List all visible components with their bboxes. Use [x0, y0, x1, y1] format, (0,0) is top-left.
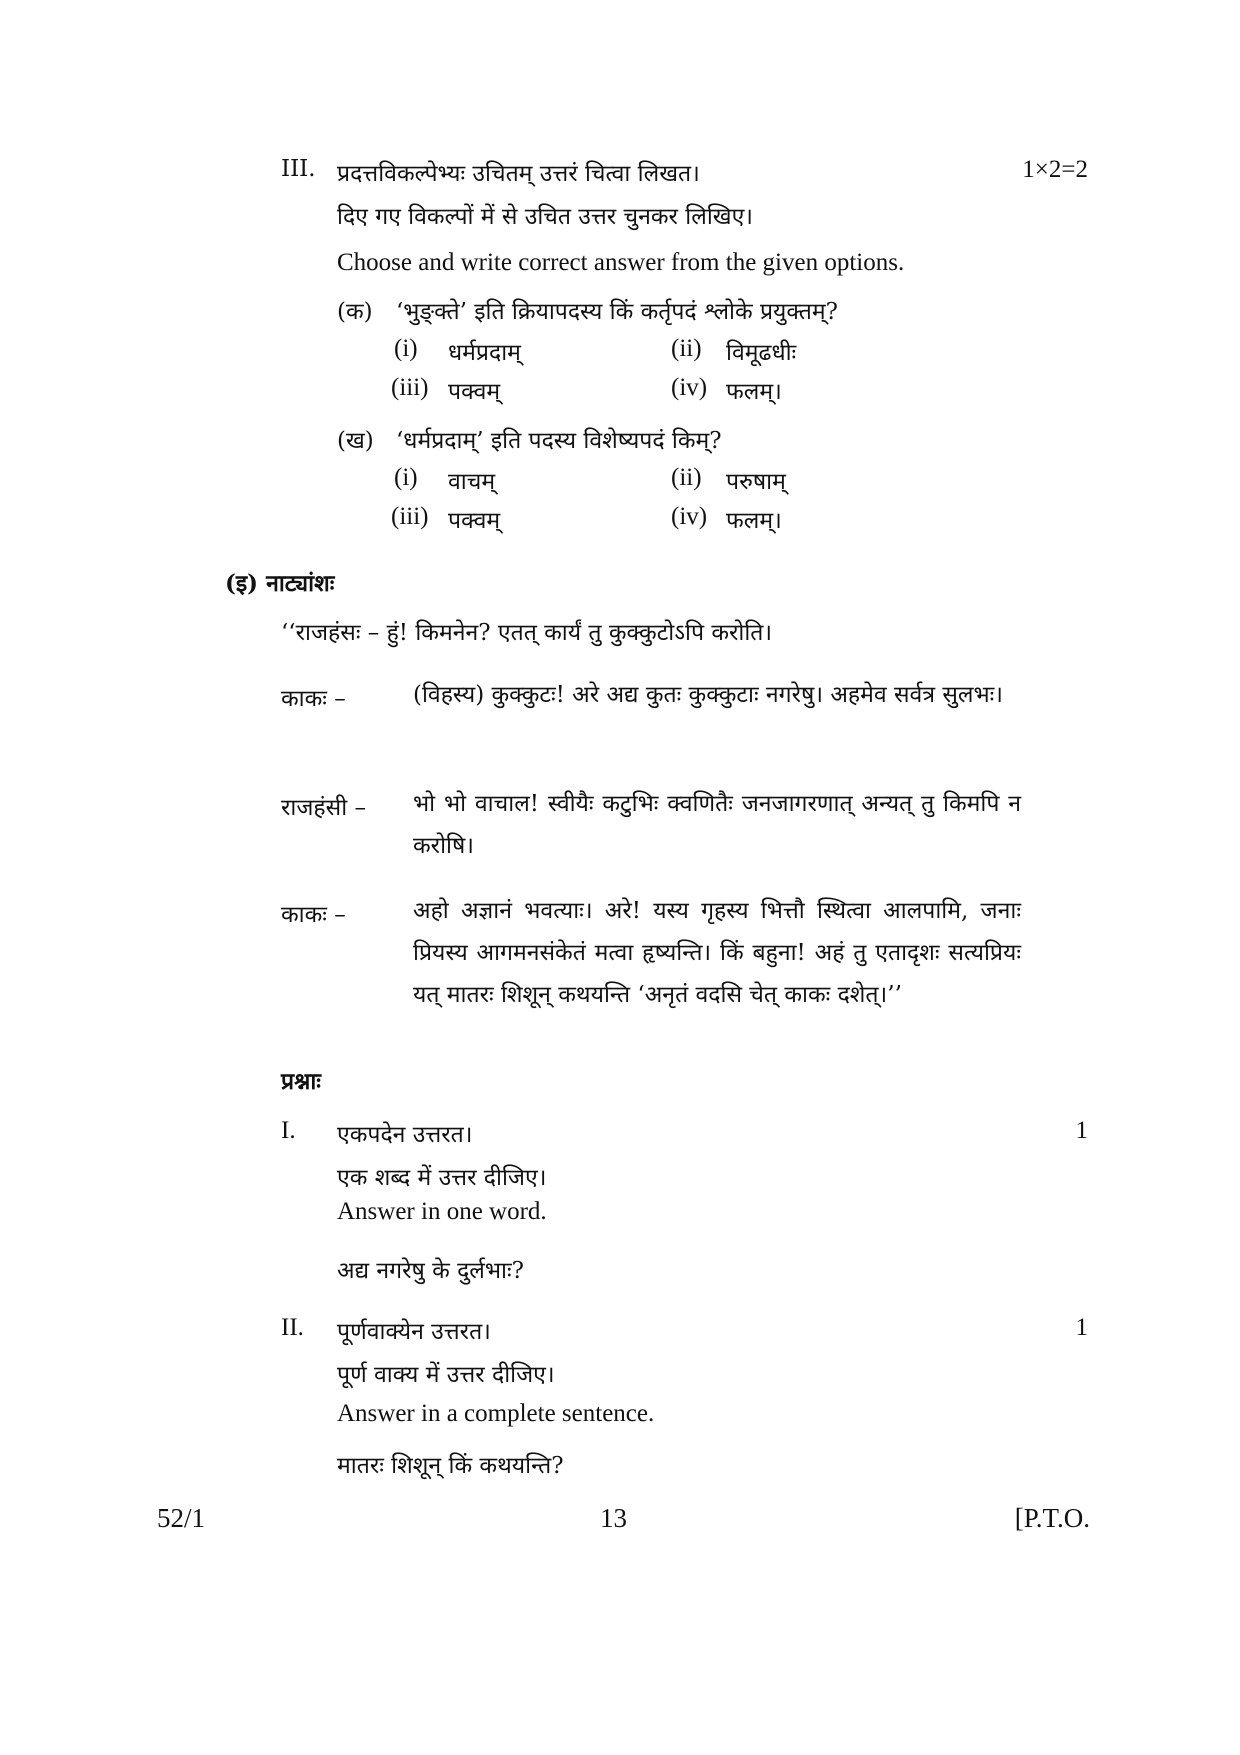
- q3-instruction-sanskrit: प्रदत्तविकल्पेभ्यः उचितम् उत्तरं चित्वा लिखत।: [337, 161, 700, 187]
- q1-marks: 1: [1075, 1117, 1088, 1144]
- q1-instruction-sanskrit: एकपदेन उत्तरत।: [337, 1122, 473, 1148]
- q1-instruction-english: Answer in one word.: [337, 1198, 547, 1225]
- q3-kha-option-num: (iv): [671, 503, 708, 530]
- q3-kha-question: ‘धर्मप्रदाम्’ इति पदस्य विशेष्यपदं किम्?: [396, 428, 722, 454]
- section-heading: (इ) नाट्यांशः: [225, 570, 335, 597]
- dialogue-speaker: राजहंसी –: [281, 795, 366, 821]
- q3-kha-option-text: परुषाम्: [726, 469, 786, 495]
- q2-number: II.: [281, 1314, 304, 1341]
- q3-instruction-english: Choose and write correct answer from the given options.: [337, 249, 905, 276]
- dialogue-speaker: काकः –: [281, 686, 346, 712]
- q3-instruction-hindi: दिए गए विकल्पों में से उचित उत्तर चुनकर लिखिए।: [337, 204, 754, 230]
- q3-kha-option-num: (iii): [391, 503, 429, 530]
- q3-kha-option-num: (ii): [671, 464, 702, 491]
- q1-number: I.: [281, 1117, 296, 1144]
- questions-heading: प्रश्नाः: [281, 1068, 321, 1095]
- q3-ka-option-text: विमूढधीः: [726, 340, 797, 366]
- q2-instruction-hindi: पूर्ण वाक्य में उत्तर दीजिए।: [337, 1362, 555, 1388]
- q3-number: III.: [281, 156, 316, 182]
- q3-kha-option-text: फलम्।: [726, 508, 782, 534]
- dialogue-line-text: (विहस्य) कुक्कुटः! अरे अद्य कुतः कुक्कुटाः नगरेषु। अहमेव सर्वत्र सुलभः।: [413, 682, 1004, 708]
- q3-kha-option-text: पक्वम्: [448, 508, 501, 534]
- dialogue-opening: ‘‘राजहंसः – हुं! किमनेन? एतत् कार्यं तु कुक्कुटोऽपि करोति।: [281, 620, 773, 646]
- q3-marks: 1×2=2: [1022, 156, 1088, 183]
- dialogue-speaker: काकः –: [281, 902, 346, 928]
- page-number: 13: [600, 1503, 627, 1533]
- q3-ka-option-text: फलम्।: [726, 379, 782, 405]
- q3-kha-option-text: वाचम्: [448, 469, 496, 495]
- q3-kha-option-num: (i): [394, 464, 418, 491]
- q3-ka-label: (क): [337, 299, 373, 325]
- q2-instruction-sanskrit: पूर्णवाक्येन उत्तरत।: [337, 1319, 491, 1345]
- q3-ka-question: ‘भुङ्क्ते’ इति क्रियापदस्य किं कर्तृपदं श्लोके प्रयुक्तम्?: [396, 299, 838, 325]
- q3-ka-option-num: (i): [394, 335, 418, 362]
- q2-marks: 1: [1075, 1314, 1088, 1341]
- q3-ka-option-num: (iii): [391, 374, 429, 401]
- q3-ka-option-num: (ii): [671, 335, 702, 362]
- q1-instruction-hindi: एक शब्द में उत्तर दीजिए।: [337, 1165, 547, 1191]
- q2-question: मातरः शिशून् किं कथयन्ति?: [337, 1453, 564, 1479]
- q3-ka-option-text: पक्वम्: [448, 379, 501, 405]
- q3-ka-option-text: धर्मप्रदाम्: [448, 340, 521, 366]
- q1-question: अद्य नगरेषु के दुर्लभाः?: [337, 1258, 524, 1284]
- footer-code: 52/1: [157, 1503, 206, 1533]
- q3-ka-option-num: (iv): [671, 374, 708, 401]
- dialogue-line-text: भो भो वाचाल! स्वीयैः कटुभिः क्वणितैः जनजागरणात् अन्यत् तु किमपि न करोषि।: [413, 791, 1021, 859]
- q2-instruction-english: Answer in a complete sentence.: [337, 1400, 655, 1427]
- dialogue-line-text: अहो अज्ञानं भवत्याः। अरे! यस्य गृहस्य भित्तौ स्थित्वा आलपामि, जनाः प्रियस्य आगमनसंकेतं मत्वा हृष्यन्ति। किं बहुना! अहं तु एतादृशः सत्यप्रियः यत् मातरः शिशून् कथयन्ति ‘अनृतं वदसि चेत् काकः दशेत्।’’: [413, 898, 1021, 1008]
- q3-kha-label: (ख): [337, 428, 374, 454]
- footer-pto: [P.T.O.: [1014, 1503, 1090, 1533]
